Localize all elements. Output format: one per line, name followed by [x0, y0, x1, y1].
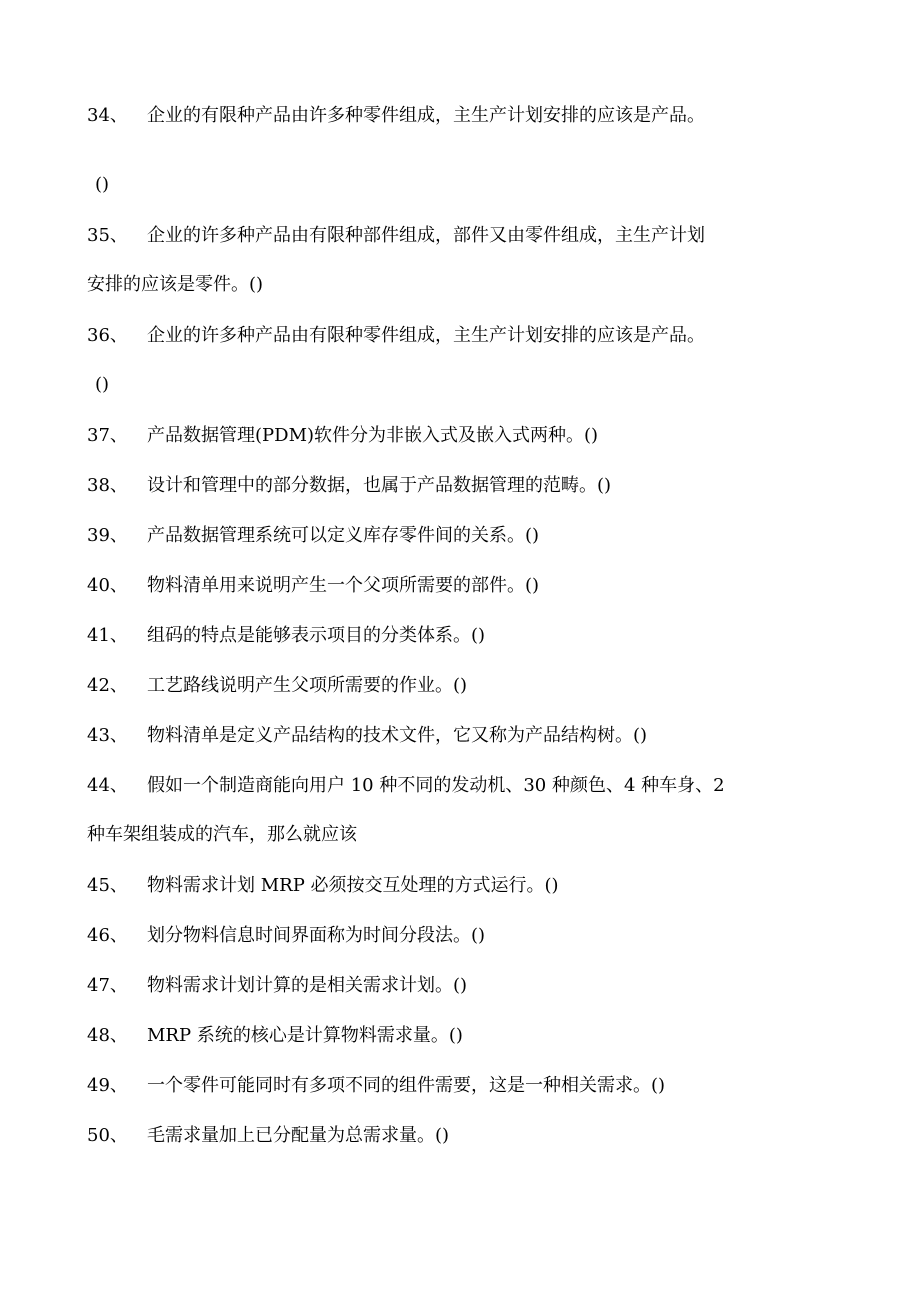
question-49 [87, 1061, 847, 1111]
question-number: 42、 [87, 675, 128, 696]
question-48 [87, 1011, 847, 1061]
question-text: 物料清单是定义产品结构的技术文件，它又称为产品结构树。() [147, 725, 648, 746]
question-number: 45、 [87, 875, 128, 896]
question-35-continuation: 安排的应该是零件。() [87, 274, 264, 295]
question-36-continuation: () [95, 374, 110, 395]
question-39 [87, 511, 847, 561]
question-number: 36、 [87, 325, 128, 346]
question-42 [87, 661, 847, 711]
question-47 [87, 961, 847, 1011]
question-46 [87, 911, 847, 961]
question-text: MRP 系统的核心是计算物料需求量。() [147, 1025, 463, 1046]
question-text: 产品数据管理系统可以定义库存零件间的关系。() [147, 525, 540, 546]
question-34-continuation: () [95, 174, 110, 195]
question-38 [87, 461, 847, 511]
question-36 [87, 311, 847, 361]
question-number: 37、 [87, 425, 128, 446]
question-45 [87, 861, 847, 911]
question-number: 34、 [87, 105, 128, 126]
question-34 [87, 91, 847, 141]
question-43 [87, 711, 847, 761]
question-40 [87, 561, 847, 611]
question-text: 一个零件可能同时有多项不同的组件需要，这是一种相关需求。() [147, 1075, 666, 1096]
question-44 [87, 761, 847, 811]
question-text: 物料清单用来说明产生一个父项所需要的部件。() [147, 575, 540, 596]
question-number: 46、 [87, 925, 128, 946]
question-number: 35、 [87, 225, 128, 246]
question-text: 产品数据管理(PDM)软件分为非嵌入式及嵌入式两种。() [147, 425, 599, 446]
question-text: 毛需求量加上已分配量为总需求量。() [147, 1125, 450, 1146]
question-35 [87, 211, 847, 261]
question-number: 50、 [87, 1125, 128, 1146]
question-number: 48、 [87, 1025, 128, 1046]
question-number: 39、 [87, 525, 128, 546]
question-text: 工艺路线说明产生父项所需要的作业。() [147, 675, 468, 696]
question-number: 40、 [87, 575, 128, 596]
question-text: 设计和管理中的部分数据，也属于产品数据管理的范畴。() [147, 475, 612, 496]
question-text: 企业的有限种产品由许多种零件组成，主生产计划安排的应该是产品。 [147, 105, 705, 126]
question-text: 企业的许多种产品由有限种零件组成，主生产计划安排的应该是产品。 [147, 325, 705, 346]
question-text: 划分物料信息时间界面称为时间分段法。() [147, 925, 486, 946]
question-50 [87, 1111, 847, 1161]
question-number: 41、 [87, 625, 128, 646]
question-number: 44、 [87, 775, 128, 796]
question-44-continuation: 种车架组装成的汽车，那么就应该 [87, 824, 357, 845]
question-41 [87, 611, 847, 661]
question-number: 38、 [87, 475, 128, 496]
question-text: 假如一个制造商能向用户 10 种不同的发动机、30 种颜色、4 种车身、2 [147, 775, 725, 796]
question-text: 组码的特点是能够表示项目的分类体系。() [147, 625, 486, 646]
question-number: 47、 [87, 975, 128, 996]
question-text: 物料需求计划 MRP 必须按交互处理的方式运行。() [147, 875, 559, 896]
question-number: 49、 [87, 1075, 128, 1096]
question-37 [87, 411, 847, 461]
question-number: 43、 [87, 725, 128, 746]
question-text: 企业的许多种产品由有限种部件组成，部件又由零件组成，主生产计划 [147, 225, 705, 246]
question-text: 物料需求计划计算的是相关需求计划。() [147, 975, 468, 996]
